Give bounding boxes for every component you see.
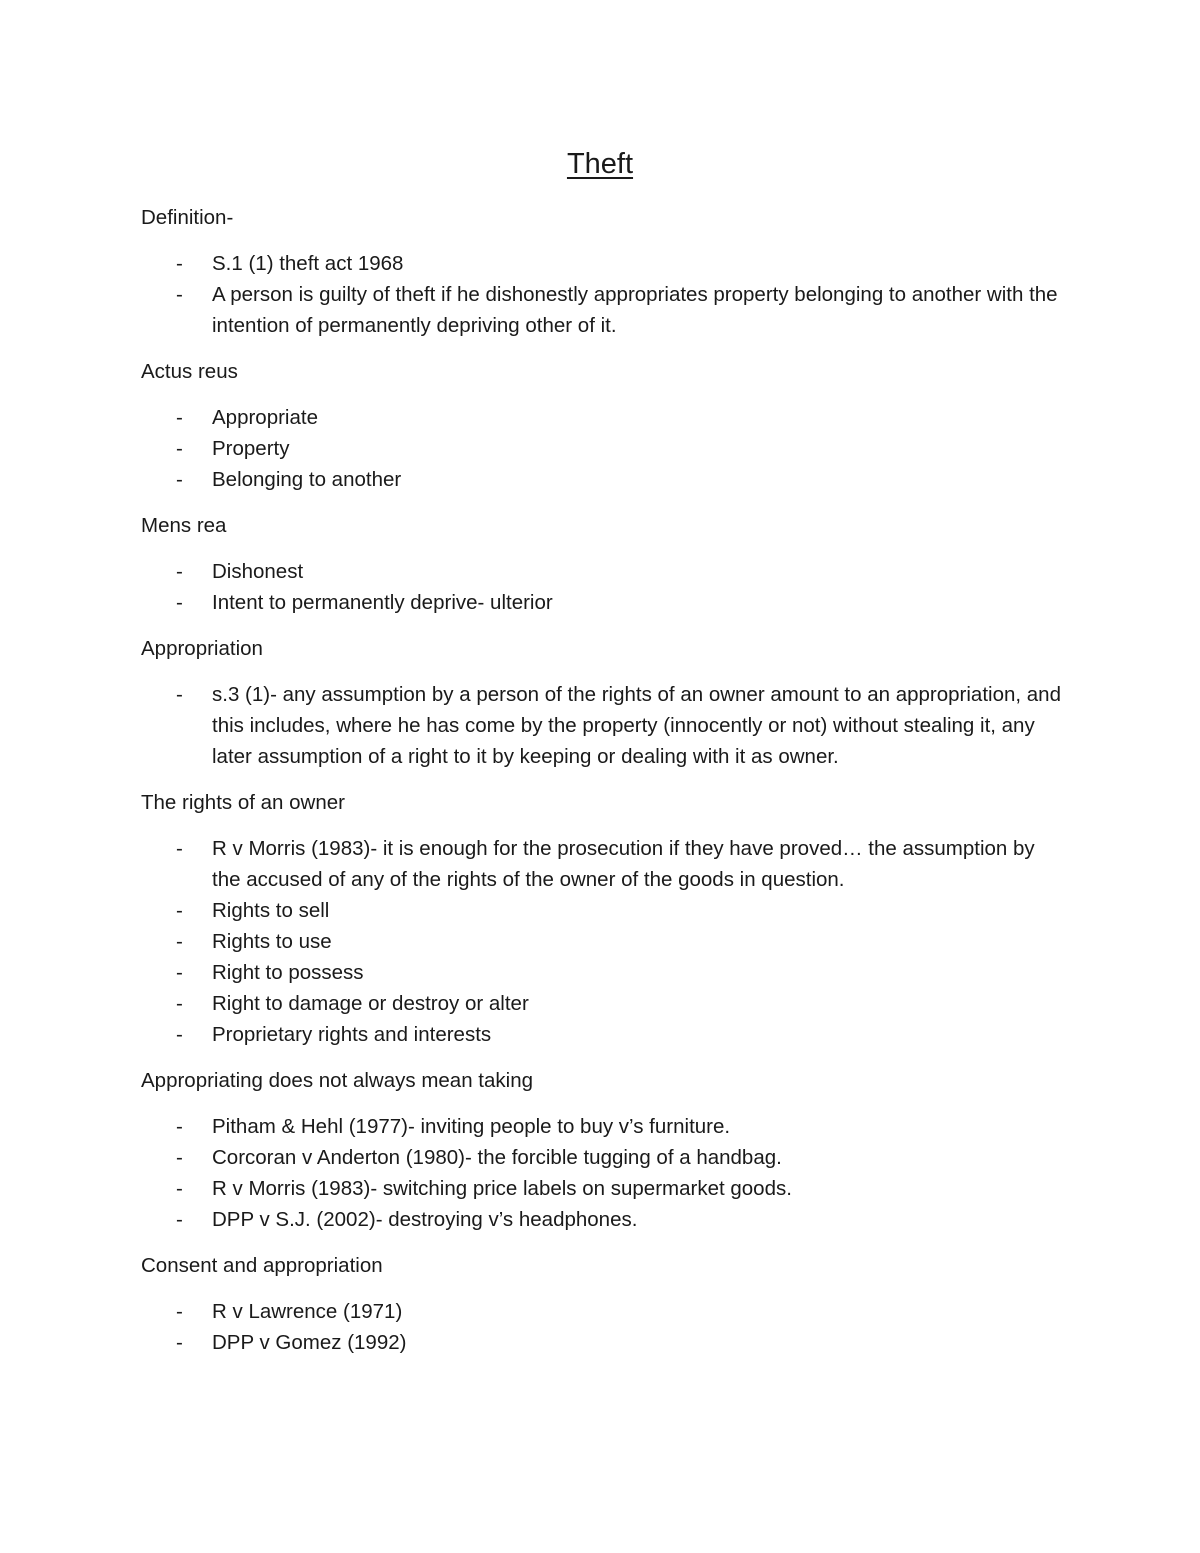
- list-item-text: Rights to use: [212, 930, 332, 953]
- section-heading: Appropriation: [141, 637, 263, 660]
- list-item-text: S.1 (1) theft act 1968: [212, 252, 404, 275]
- list-item-text: DPP v S.J. (2002)- destroying v’s headphones.: [212, 1208, 638, 1231]
- dash-bullet-icon: -: [176, 1177, 183, 1200]
- section-list: [141, 1296, 1061, 1358]
- dash-bullet-icon: -: [176, 591, 183, 614]
- section-list: [141, 1111, 1061, 1235]
- list-item-text: Dishonest: [212, 560, 304, 583]
- list-item: [141, 1111, 1062, 1142]
- dash-bullet-icon: -: [176, 992, 183, 1015]
- list-item: [141, 679, 1062, 772]
- section-list: [141, 248, 1061, 341]
- list-item-text: Right to damage or destroy or alter: [212, 992, 529, 1015]
- list-item: [141, 248, 1062, 279]
- list-item-text: R v Morris (1983)- switching price labels on supermarket goods.: [212, 1177, 792, 1200]
- list-item: [141, 464, 1062, 495]
- list-item: [141, 279, 1062, 341]
- list-item: [141, 895, 1062, 926]
- dash-bullet-icon: -: [176, 1023, 183, 1046]
- list-item-text: Corcoran v Anderton (1980)- the forcible tugging of a handbag.: [212, 1146, 782, 1169]
- dash-bullet-icon: -: [176, 283, 183, 306]
- list-item: [141, 402, 1062, 433]
- dash-bullet-icon: -: [176, 406, 183, 429]
- list-item-text: DPP v Gomez (1992): [212, 1331, 407, 1354]
- section-heading: Definition-: [141, 206, 234, 229]
- list-item: [141, 1142, 1062, 1173]
- section-list: [141, 402, 1061, 495]
- list-item: [141, 833, 1062, 895]
- section-list: [141, 679, 1061, 772]
- dash-bullet-icon: -: [176, 930, 183, 953]
- page-title: Theft: [566, 148, 634, 180]
- list-item-text: Right to possess: [212, 961, 364, 984]
- list-item-text: Pitham & Hehl (1977)- inviting people to buy v’s furniture.: [212, 1115, 731, 1138]
- list-item: [141, 1204, 1062, 1235]
- dash-bullet-icon: -: [176, 683, 183, 706]
- list-item-text: Belonging to another: [212, 468, 402, 491]
- list-item: [141, 587, 1062, 618]
- dash-bullet-icon: -: [176, 1331, 183, 1354]
- dash-bullet-icon: -: [176, 437, 183, 460]
- list-item: [141, 1296, 1062, 1327]
- list-item-text: Rights to sell: [212, 899, 330, 922]
- document-body: [141, 202, 1061, 1373]
- list-item-text: Intent to permanently deprive- ulterior: [212, 591, 553, 614]
- dash-bullet-icon: -: [176, 560, 183, 583]
- dash-bullet-icon: -: [176, 1300, 183, 1323]
- list-item: [141, 988, 1062, 1019]
- list-item: [141, 1173, 1062, 1204]
- list-item: [141, 957, 1062, 988]
- section-heading: Mens rea: [141, 514, 227, 537]
- dash-bullet-icon: -: [176, 961, 183, 984]
- list-item: [141, 926, 1062, 957]
- dash-bullet-icon: -: [176, 899, 183, 922]
- section-list: [141, 833, 1061, 1050]
- dash-bullet-icon: -: [176, 1115, 183, 1138]
- list-item-text: Proprietary rights and interests: [212, 1023, 492, 1046]
- list-item-text: Appropriate: [212, 406, 318, 429]
- list-item-text: R v Morris (1983)- it is enough for the prosecution if they have proved… the assumption by the accused of any of the rights of the owner of the goods in question.: [212, 837, 1035, 891]
- section-list: [141, 556, 1061, 618]
- dash-bullet-icon: -: [176, 1208, 183, 1231]
- section-heading: Consent and appropriation: [141, 1254, 383, 1277]
- section-heading: Actus reus: [141, 360, 238, 383]
- list-item-text: A person is guilty of theft if he dishonestly appropriates property belonging to another with the intention of permanently depriving other of it.: [212, 283, 1058, 337]
- list-item: [141, 556, 1062, 587]
- dash-bullet-icon: -: [176, 1146, 183, 1169]
- dash-bullet-icon: -: [176, 252, 183, 275]
- list-item: [141, 1019, 1062, 1050]
- list-item-text: s.3 (1)- any assumption by a person of the rights of an owner amount to an appropriation, and this includes, where he has come by the property (innocently or not) without stealing it, any later assumption of a right to it by keeping or dealing with it as owner.: [212, 683, 1061, 768]
- list-item: [141, 1327, 1062, 1358]
- dash-bullet-icon: -: [176, 837, 183, 860]
- dash-bullet-icon: -: [176, 468, 183, 491]
- section-heading: The rights of an owner: [141, 791, 345, 814]
- list-item-text: Property: [212, 437, 290, 460]
- list-item: [141, 433, 1062, 464]
- list-item-text: R v Lawrence (1971): [212, 1300, 403, 1323]
- section-heading: Appropriating does not always mean taking: [141, 1069, 534, 1092]
